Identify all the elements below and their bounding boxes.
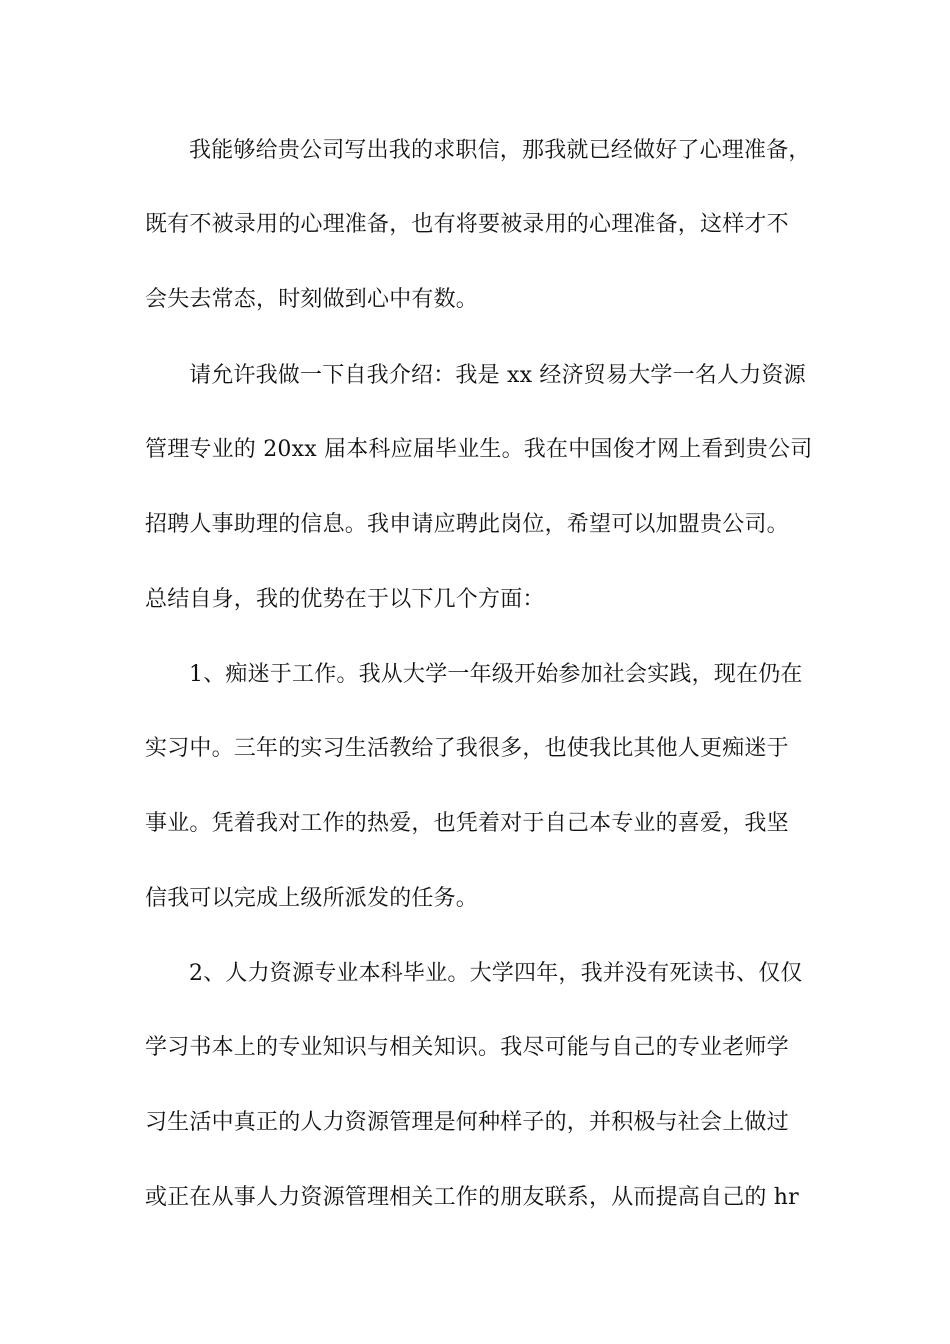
text-line: 招聘人事助理的信息。我申请应聘此岗位，希望可以加盟贵公司。 <box>145 512 789 537</box>
text-line: 事业。凭着我对工作的热爱，也凭着对于自己本专业的喜爱，我坚 <box>145 811 789 836</box>
text-line: 既有不被录用的心理准备，也有将要被录用的心理准备，这样才不 <box>145 212 789 237</box>
text-line: 学习书本上的专业知识与相关知识。我尽可能与自己的专业老师学 <box>145 1035 789 1060</box>
text-line: 习生活中真正的人力资源管理是何种样子的，并积极与社会上做过 <box>145 1110 789 1135</box>
text-line: 会失去常态，时刻做到心中有数。 <box>145 287 479 312</box>
text-line: 管理专业的 20xx 届本科应届毕业生。我在中国俊才网上看到贵公司 <box>145 437 813 462</box>
text-line: 2、人力资源专业本科毕业。大学四年，我并没有死读书、仅仅 <box>189 961 803 986</box>
text-line: 1、痴迷于工作。我从大学一年级开始参加社会实践，现在仍在 <box>189 662 803 687</box>
text-line: 请允许我做一下自我介绍：我是 xx 经济贸易大学一名人力资源 <box>189 363 806 388</box>
text-line: 实习中。三年的实习生活教给了我很多，也使我比其他人更痴迷于 <box>145 736 789 761</box>
text-line: 信我可以完成上级所派发的任务。 <box>145 886 479 911</box>
text-line: 总结自身，我的优势在于以下几个方面： <box>145 587 545 612</box>
text-line: 我能够给贵公司写出我的求职信，那我就已经做好了心理准备， <box>189 138 811 163</box>
text-line: 或正在从事人力资源管理相关工作的朋友联系，从而提高自己的 hr <box>145 1185 799 1210</box>
